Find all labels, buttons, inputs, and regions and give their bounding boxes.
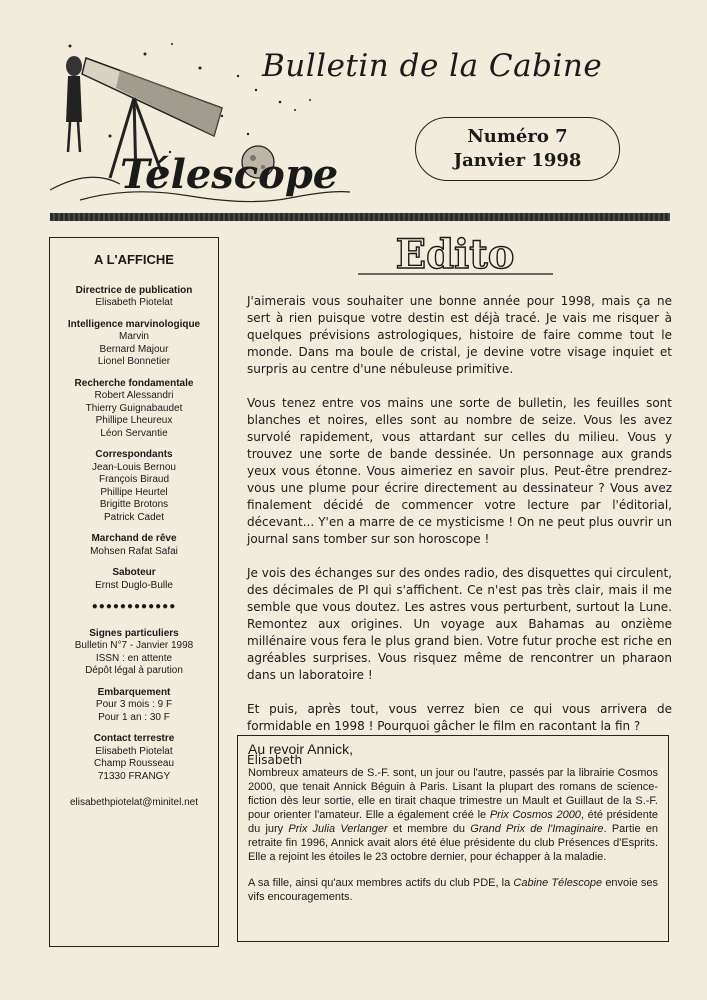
credit-section bbox=[50, 319, 218, 369]
prize-name: Prix Cosmos 2000 bbox=[489, 809, 581, 821]
info-line: Dépôt légal à parution bbox=[85, 665, 183, 676]
club-name: Cabine Télescope bbox=[513, 877, 603, 889]
credit-title: Marchand de rêve bbox=[91, 533, 177, 544]
sidebar-heading: A L'AFFICHE bbox=[94, 252, 174, 267]
prize-name: Grand Prix de l'Imaginaire bbox=[470, 823, 604, 835]
tribute-paragraph bbox=[248, 766, 658, 864]
text-run: et membre du bbox=[387, 823, 471, 835]
info-title: Contact terrestre bbox=[93, 733, 175, 744]
issue-date: Janvier 1998 bbox=[453, 150, 582, 171]
info-line: Elisabeth Piotelat bbox=[95, 745, 173, 757]
editorial-paragraph: J'aimerais vous souhaiter une bonne année pour 1998, mais ça ne sert à rien puisque votre destin est déjà tracé. Je vais me risquer à quelques prévisions astrologiques, histoire de faire comme tout le monde. Dans ma boule de cristal, je devine votre visage inquiet et surpris au centre d'une nébuleuse primitive. bbox=[247, 294, 672, 376]
credit-name: Jean-Louis Bernou bbox=[92, 461, 176, 473]
logo-word: Télescope bbox=[120, 151, 339, 198]
credit-section bbox=[50, 378, 218, 441]
credit-name: Thierry Guignabaudet bbox=[85, 402, 183, 414]
editorial-paragraph: Je vois des échanges sur des ondes radio, des disquettes qui circulent, des décimales de PI qui s'affichent. Ce n'est pas très clair, mais il me semble que vous doutez. Les astres vous perturbent, surtout la Lune. Remontez aux origines. Un voyage aux Bahamas au onzième millénaire vous fera le plus grand bien. Votre futur proche est riche en agréables surprises. Vous risquez même de rencontrer un pharaon dans un laboratoire ! bbox=[247, 566, 672, 682]
credit-name: Marvin bbox=[118, 331, 149, 342]
issue-number: Numéro 7 bbox=[467, 126, 568, 147]
credit-name: Lionel Bonnetier bbox=[97, 356, 171, 367]
credit-title: Saboteur bbox=[112, 567, 156, 578]
info-section bbox=[50, 733, 218, 783]
credit-section bbox=[50, 533, 218, 558]
info-title: Embarquement bbox=[97, 686, 171, 698]
credit-title: Directrice de publication bbox=[75, 284, 193, 296]
credit-name: Léon Servantie bbox=[100, 427, 168, 439]
info-line: Pour 1 an : 30 F bbox=[98, 711, 170, 723]
editorial-paragraph: Et puis, après tout, vous verrez bien ce qui vous arrivera de formidable en 1998 ! Pourquoi gâcher le film en racontant la fin ? bbox=[247, 702, 672, 733]
info-section bbox=[50, 628, 218, 678]
contact-email: elisabethpiotelat@minitel.net bbox=[69, 797, 198, 808]
bulletin-title: Bulletin de la Cabine bbox=[262, 48, 603, 84]
info-line: Champ Rousseau bbox=[93, 758, 175, 769]
header-divider bbox=[50, 213, 670, 221]
credit-name: François Biraud bbox=[98, 474, 170, 485]
credit-name: Patrick Cadet bbox=[103, 511, 165, 523]
credit-name: Phillipe Lheureux bbox=[95, 415, 173, 426]
text-run: A sa fille, ainsi qu'aux membres actifs du club PDE, la bbox=[248, 877, 514, 889]
prize-name: Prix Julia Verlanger bbox=[288, 823, 388, 835]
sidebar-credits bbox=[49, 237, 219, 947]
info-line: 71330 FRANGY bbox=[97, 770, 171, 782]
credit-section bbox=[50, 285, 218, 310]
edito-logo-text: Edito bbox=[395, 232, 515, 277]
edito-logo bbox=[358, 232, 553, 277]
credit-section bbox=[50, 449, 218, 524]
credit-name: Ernst Duglo-Bulle bbox=[95, 579, 173, 591]
info-line: Pour 3 mois : 9 F bbox=[95, 699, 173, 710]
info-section bbox=[50, 687, 218, 725]
text-run: Nombreux amateurs de S.-F. sont, un jour ou l'autre, passés par la librairie Cosmos 2000, que tenait Annick Béguin à Paris. Lisant la plupart des romans de science-fiction dès leur sortie, elle en tirait chaque trimestre un Mault et Guillaut de la S.-F. pour orienter l'amateur. Elle a également créé le bbox=[248, 767, 658, 821]
credit-name: Phillipe Heurtel bbox=[100, 486, 168, 498]
issue-box bbox=[415, 117, 620, 181]
credit-title: Correspondants bbox=[95, 449, 173, 460]
credit-name: Robert Alessandri bbox=[94, 390, 174, 401]
editorial-signature: Elisabeth bbox=[247, 753, 303, 767]
text-run: . Partie en retraite fin 1996, Annick avait alors été élue présidente du club Présences d'Esprits. Elle a rejoint les étoiles le 23 octobre dernier, pour échapper à la maladie. bbox=[248, 823, 659, 863]
tribute-paragraph bbox=[248, 876, 658, 904]
info-line: Bulletin N°7 - Janvier 1998 bbox=[74, 640, 194, 651]
info-line: ISSN : en attente bbox=[95, 652, 173, 664]
credit-title: Intelligence marvinologique bbox=[67, 318, 201, 330]
text-run: envoie ses vifs encouragements. bbox=[248, 877, 658, 903]
dot-separator: ●●●●●●●●●●●● bbox=[91, 601, 177, 612]
editorial-paragraph: Vous tenez entre vos mains une sorte de bulletin, les feuilles sont blanches et noires, elles sont au nombre de seize. Vous les avez survolé rapidement, vous attardant sur celles du milieu. Vous y trouvez une sorte de bande dessinée. Un personnage aux grands yeux vous étonne. Vous aimeriez en savoir plus. Peut-être prendrez-vous une plume pour écrire directement au dessinateur ? Vous avez finalement décidé de commencer votre lecture par l'éditorial, décevant... Y'en a marre de ce mysticisme ! On ne peut plus ouvrir un journal sans tomber sur son horoscope ! bbox=[247, 396, 672, 546]
info-title: Signes particuliers bbox=[89, 627, 179, 639]
tribute-box bbox=[237, 735, 669, 942]
credit-section bbox=[50, 567, 218, 592]
credit-name: Bernard Majour bbox=[99, 343, 169, 355]
tribute-title: Au revoir Annick, bbox=[248, 741, 354, 757]
credit-title: Recherche fondamentale bbox=[74, 377, 194, 389]
text-run: , été présidente du jury bbox=[248, 809, 658, 835]
credit-name: Brigitte Brotons bbox=[99, 499, 169, 510]
credit-name: Mohsen Rafat Safai bbox=[90, 545, 178, 557]
editorial bbox=[247, 293, 672, 786]
credit-name: Elisabeth Piotelat bbox=[95, 297, 173, 308]
